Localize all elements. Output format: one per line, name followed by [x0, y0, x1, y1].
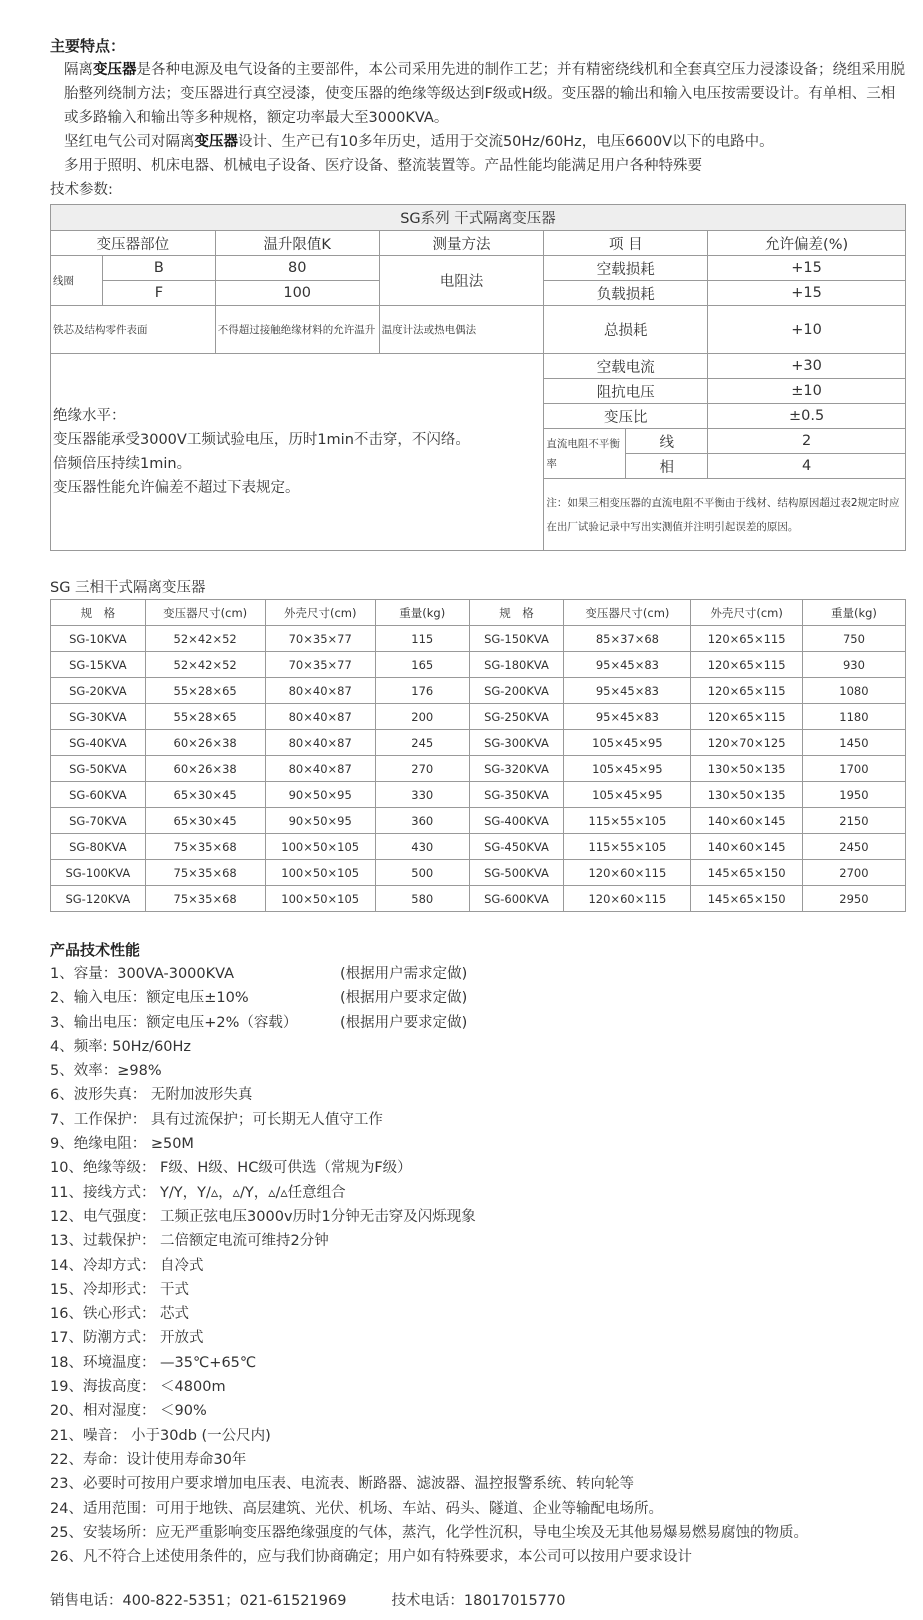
table-cell: 80×40×87	[265, 756, 375, 782]
performance-note: (根据用户要求定做)	[340, 990, 468, 1007]
table-cell: 95×45×83	[564, 678, 691, 704]
features-paragraph-3: 多用于照明、机床电器、机械电子设备、医疗设备、整流装置等。产品性能均能满足用户各种特殊要	[64, 158, 702, 174]
table-cell: 115×55×105	[564, 808, 691, 834]
p2-keyword: 变压器	[194, 134, 238, 150]
table-cell: 2700	[802, 860, 905, 886]
table-cell: 55×28×65	[145, 704, 265, 730]
performance-item	[50, 1156, 906, 1180]
table-cell: 1950	[802, 782, 905, 808]
item-name: 变压比	[544, 404, 708, 429]
table-cell: 120×70×125	[691, 730, 802, 756]
table-cell: 140×60×145	[691, 834, 802, 860]
resistance-method: 电阻法	[379, 256, 544, 306]
table-cell: 430	[375, 834, 469, 860]
performance-text: 20、相对湿度： ＜90%	[50, 1403, 207, 1420]
performance-text: 16、铁心形式： 芯式	[50, 1306, 190, 1323]
table-cell: 145×65×150	[691, 860, 802, 886]
products-caption: SG 三相干式隔离变压器	[50, 580, 206, 596]
performance-item	[50, 986, 906, 1010]
table-cell: SG-15KVA	[51, 652, 146, 678]
table-cell: 85×37×68	[564, 626, 691, 652]
item-value: +10	[708, 306, 906, 354]
performance-item	[50, 1375, 906, 1399]
performance-text: 22、寿命：设计使用寿命30年	[50, 1451, 247, 1468]
spec-table	[50, 204, 906, 551]
table-cell: 80×40×87	[265, 704, 375, 730]
table-cell: SG-100KVA	[51, 860, 146, 886]
performance-text: 10、绝缘等级： F级、H级、HC级可供选（常规为F级）	[50, 1160, 412, 1177]
performance-text: 12、电气强度： 工频正弦电压3000v历时1分钟无击穿及闪烁现象	[50, 1208, 476, 1225]
table-cell: 70×35×77	[265, 652, 375, 678]
iron-part: 铁芯及结构零件表面	[51, 306, 216, 354]
performance-text: 25、安装场所：应无严重影响变压器绝缘强度的气体，蒸汽，化学性沉积，导电尘埃及无其他易爆易燃易腐蚀的物质。	[50, 1524, 808, 1541]
item-name: 空载电流	[544, 354, 708, 379]
insulation-block	[51, 354, 544, 551]
dc-phase-value: 4	[708, 454, 906, 479]
sales-phone: 销售电话：400-822-5351；021-61521969	[50, 1593, 347, 1610]
table-cell: 60×26×38	[145, 756, 265, 782]
performance-item	[50, 1254, 906, 1278]
table-cell: 270	[375, 756, 469, 782]
item-value: ±0.5	[708, 404, 906, 429]
table-cell: 120×65×115	[691, 678, 802, 704]
dc-line: 线	[626, 429, 708, 454]
performance-text: 4、频率: 50Hz/60Hz	[50, 1038, 192, 1055]
performance-item	[50, 1399, 906, 1423]
table-cell: 120×65×115	[691, 652, 802, 678]
performance-text: 24、适用范围：可用于地铁、高层建筑、光伏、机场、车站、码头、隧道、企业等输配电场所。	[50, 1500, 663, 1517]
table-cell: 930	[802, 652, 905, 678]
table-cell: SG-70KVA	[51, 808, 146, 834]
item-value: +15	[708, 256, 906, 281]
performance-item	[50, 1035, 906, 1059]
table-cell: 200	[375, 704, 469, 730]
table-cell: 120×60×115	[564, 860, 691, 886]
insulation-line: 绝缘水平：	[53, 408, 126, 424]
performance-item	[50, 1521, 906, 1545]
products-table	[50, 599, 906, 912]
table-row	[51, 652, 906, 678]
performance-text: 1、容量：300VA-3000KVA	[50, 966, 235, 982]
table-row	[51, 626, 906, 652]
table-cell: 2450	[802, 834, 905, 860]
table-row	[51, 860, 906, 886]
table-cell: SG-30KVA	[51, 704, 146, 730]
table-cell: 70×35×77	[265, 626, 375, 652]
features-heading: 主要特点：	[50, 37, 126, 55]
item-name: 负载损耗	[544, 281, 708, 306]
table-cell: 145×65×150	[691, 886, 802, 912]
col-header: 外壳尺寸(cm)	[265, 600, 375, 626]
col-header: 变压器尺寸(cm)	[145, 600, 265, 626]
item-value: ±10	[708, 379, 906, 404]
performance-item	[50, 1011, 906, 1035]
table-cell: SG-250KVA	[469, 704, 564, 730]
table-cell: 1080	[802, 678, 905, 704]
performance-item	[50, 1326, 906, 1350]
spec-title: SG系列 干式隔离变压器	[51, 205, 906, 231]
features-paragraph-1	[50, 58, 906, 130]
col-header: 规 格	[51, 600, 146, 626]
performance-text: 21、噪音： 小于30db (一公尺内)	[50, 1427, 271, 1444]
content	[50, 34, 906, 1613]
dc-line-value: 2	[708, 429, 906, 454]
table-cell: 130×50×135	[691, 782, 802, 808]
table-cell: SG-120KVA	[51, 886, 146, 912]
table-cell: 120×60×115	[564, 886, 691, 912]
performance-text: 23、必要时可按用户要求增加电压表、电流表、断路器、滤波器、温控报警系统、转向轮等	[50, 1476, 634, 1493]
performance-text: 15、冷却形式： 干式	[50, 1281, 190, 1298]
performance-text: 5、效率：≥98%	[50, 1063, 162, 1080]
table-cell: SG-50KVA	[51, 756, 146, 782]
products-body	[51, 626, 906, 912]
table-cell: 65×30×45	[145, 808, 265, 834]
performance-text: 13、过载保护： 二倍额定电流可维持2分钟	[50, 1233, 329, 1250]
performance-text: 17、防潮方式： 开放式	[50, 1330, 204, 1347]
table-cell: SG-10KVA	[51, 626, 146, 652]
table-cell: 120×65×115	[691, 704, 802, 730]
performance-text: 2、输入电压：额定电压±10%	[50, 990, 249, 1007]
table-cell: 360	[375, 808, 469, 834]
table-cell: 65×30×45	[145, 782, 265, 808]
table-cell: 95×45×83	[564, 652, 691, 678]
table-cell: SG-60KVA	[51, 782, 146, 808]
performance-text: 11、接线方式： Y/Y，Y/▵，▵/Y，▵/▵任意组合	[50, 1184, 346, 1201]
performance-text: 3、输出电压：额定电压+2%（容载）	[50, 1014, 298, 1031]
table-cell: SG-40KVA	[51, 730, 146, 756]
table-cell: 75×35×68	[145, 834, 265, 860]
item-name: 空载损耗	[544, 256, 708, 281]
performance-item	[50, 1448, 906, 1472]
table-cell: 115×55×105	[564, 834, 691, 860]
col-header: 变压器尺寸(cm)	[564, 600, 691, 626]
table-cell: 2150	[802, 808, 905, 834]
performance-item	[50, 1302, 906, 1326]
performance-text: 6、波形失真： 无附加波形失真	[50, 1087, 253, 1104]
table-cell: 80×40×87	[265, 678, 375, 704]
performance-note: (根据用户要求定做)	[340, 1014, 468, 1031]
table-cell: 176	[375, 678, 469, 704]
table-cell: 140×60×145	[691, 808, 802, 834]
contact-line	[50, 1589, 906, 1613]
insulation-line: 变压器能承受3000V工频试验电压，历时1min不击穿，不闪络。	[53, 432, 470, 448]
performance-text: 19、海拔高度： ＜4800m	[50, 1379, 226, 1396]
table-cell: 105×45×95	[564, 782, 691, 808]
spec-header: 变压器部位	[51, 231, 216, 256]
products-header-row	[51, 600, 906, 626]
grade-b-value: 80	[215, 256, 379, 281]
table-cell: 130×50×135	[691, 756, 802, 782]
performance-item	[50, 1351, 906, 1375]
grade-f: F	[102, 281, 215, 306]
table-cell: SG-200KVA	[469, 678, 564, 704]
table-row	[51, 808, 906, 834]
table-cell: SG-150KVA	[469, 626, 564, 652]
p2-a: 坚红电气公司对隔离	[64, 134, 195, 150]
table-cell: 245	[375, 730, 469, 756]
dc-label: 直流电阻不平衡率	[544, 429, 626, 479]
spec-header: 项 目	[544, 231, 708, 256]
table-row	[51, 756, 906, 782]
coil-label: 线圈	[51, 256, 103, 306]
table-cell: SG-400KVA	[469, 808, 564, 834]
table-cell: 100×50×105	[265, 860, 375, 886]
table-cell: 120×65×115	[691, 626, 802, 652]
item-name: 阻抗电压	[544, 379, 708, 404]
table-cell: 750	[802, 626, 905, 652]
table-cell: 105×45×95	[564, 730, 691, 756]
item-value: +15	[708, 281, 906, 306]
iron-limit: 不得超过接触绝缘材料的允许温升	[215, 306, 379, 354]
table-cell: 75×35×68	[145, 860, 265, 886]
col-header: 重量(kg)	[375, 600, 469, 626]
grade-b: B	[102, 256, 215, 281]
table-row	[51, 730, 906, 756]
p2-c: 设计、生产已有10多年历史，适用于交流50Hz/60Hz，电压6600V以下的电路中。	[238, 134, 774, 150]
table-cell: 330	[375, 782, 469, 808]
performance-item	[50, 962, 906, 986]
performance-text: 14、冷却方式： 自冷式	[50, 1257, 204, 1274]
table-cell: 1450	[802, 730, 905, 756]
table-cell: 90×50×95	[265, 808, 375, 834]
table-cell: 80×40×87	[265, 730, 375, 756]
performance-item	[50, 1059, 906, 1083]
table-row	[51, 886, 906, 912]
performance-text: 7、工作保护： 具有过流保护；可长期无人值守工作	[50, 1111, 383, 1128]
performance-item	[50, 1083, 906, 1107]
table-cell: 90×50×95	[265, 782, 375, 808]
performance-note: (根据用户需求定做)	[340, 966, 468, 982]
table-cell: 580	[375, 886, 469, 912]
table-cell: 52×42×52	[145, 626, 265, 652]
performance-text: 9、绝缘电阻： ≥50M	[50, 1136, 194, 1153]
performance-item	[50, 1108, 906, 1132]
insulation-line: 变压器性能允许偏差不超过下表规定。	[53, 480, 300, 496]
spec-header: 允许偏差(%)	[708, 231, 906, 256]
performance-text: 18、环境温度： —35℃+65℃	[50, 1354, 257, 1371]
col-header: 重量(kg)	[802, 600, 905, 626]
tech-params-heading: 技术参数:	[50, 182, 113, 198]
table-cell: 165	[375, 652, 469, 678]
table-row	[51, 704, 906, 730]
table-cell: 95×45×83	[564, 704, 691, 730]
table-cell: SG-320KVA	[469, 756, 564, 782]
table-row	[51, 678, 906, 704]
table-cell: 52×42×52	[145, 652, 265, 678]
table-cell: SG-180KVA	[469, 652, 564, 678]
p1-a: 隔离	[64, 62, 93, 78]
table-cell: 100×50×105	[265, 834, 375, 860]
table-cell: SG-600KVA	[469, 886, 564, 912]
performance-list	[50, 962, 906, 1569]
performance-text: 26、凡不符合上述使用条件的，应与我们协商确定；用户如有特殊要求，本公司可以按用户要求设计	[50, 1549, 692, 1566]
item-value: +30	[708, 354, 906, 379]
table-cell: 500	[375, 860, 469, 886]
table-row	[51, 834, 906, 860]
col-header: 外壳尺寸(cm)	[691, 600, 802, 626]
iron-method: 温度计法或热电偶法	[379, 306, 544, 354]
insulation-line: 倍频倍压持续1min。	[53, 456, 192, 472]
spec-header: 测量方法	[379, 231, 544, 256]
table-cell: 1180	[802, 704, 905, 730]
tech-phone: 技术电话：18017015770	[391, 1593, 566, 1610]
table-cell: 105×45×95	[564, 756, 691, 782]
performance-item	[50, 1472, 906, 1496]
spec-note: 注：如果三相变压器的直流电阻不平衡由于线材、结构原因超过表2规定时应在出厂试验记录中写出实测值并注明引起误差的原因。	[544, 479, 906, 551]
performance-item	[50, 1181, 906, 1205]
performance-item	[50, 1278, 906, 1302]
table-cell: SG-450KVA	[469, 834, 564, 860]
table-row	[51, 782, 906, 808]
p1-c: 是各种电源及电气设备的主要部件，本公司采用先进的制作工艺；并有精密绕线机和全套真空压力浸漆设备；绕组采用脱胎整列绕制方法；变压器进行真空浸漆，使变压器的绝缘等级达到F级或H级。变压器的输出和输入电压按需要设计。有单相、三相或多路输入和输出等多种规格，额定功率最大至3000KVA。	[64, 62, 905, 126]
features-paragraph-2	[50, 130, 906, 154]
performance-title: 产品技术性能	[50, 941, 141, 959]
table-cell: 55×28×65	[145, 678, 265, 704]
table-cell: 1700	[802, 756, 905, 782]
item-name: 总损耗	[544, 306, 708, 354]
table-cell: 115	[375, 626, 469, 652]
table-cell: SG-500KVA	[469, 860, 564, 886]
performance-item	[50, 1497, 906, 1521]
performance-item	[50, 1545, 906, 1569]
performance-item	[50, 1205, 906, 1229]
table-cell: 100×50×105	[265, 886, 375, 912]
performance-item	[50, 1229, 906, 1253]
grade-f-value: 100	[215, 281, 379, 306]
dc-phase: 相	[626, 454, 708, 479]
table-cell: 60×26×38	[145, 730, 265, 756]
performance-item	[50, 1424, 906, 1448]
table-cell: SG-350KVA	[469, 782, 564, 808]
table-cell: 2950	[802, 886, 905, 912]
p1-keyword: 变压器	[93, 62, 137, 78]
table-cell: 75×35×68	[145, 886, 265, 912]
table-cell: SG-20KVA	[51, 678, 146, 704]
table-cell: SG-300KVA	[469, 730, 564, 756]
performance-item	[50, 1132, 906, 1156]
spec-header: 温升限值K	[215, 231, 379, 256]
col-header: 规 格	[469, 600, 564, 626]
table-cell: SG-80KVA	[51, 834, 146, 860]
